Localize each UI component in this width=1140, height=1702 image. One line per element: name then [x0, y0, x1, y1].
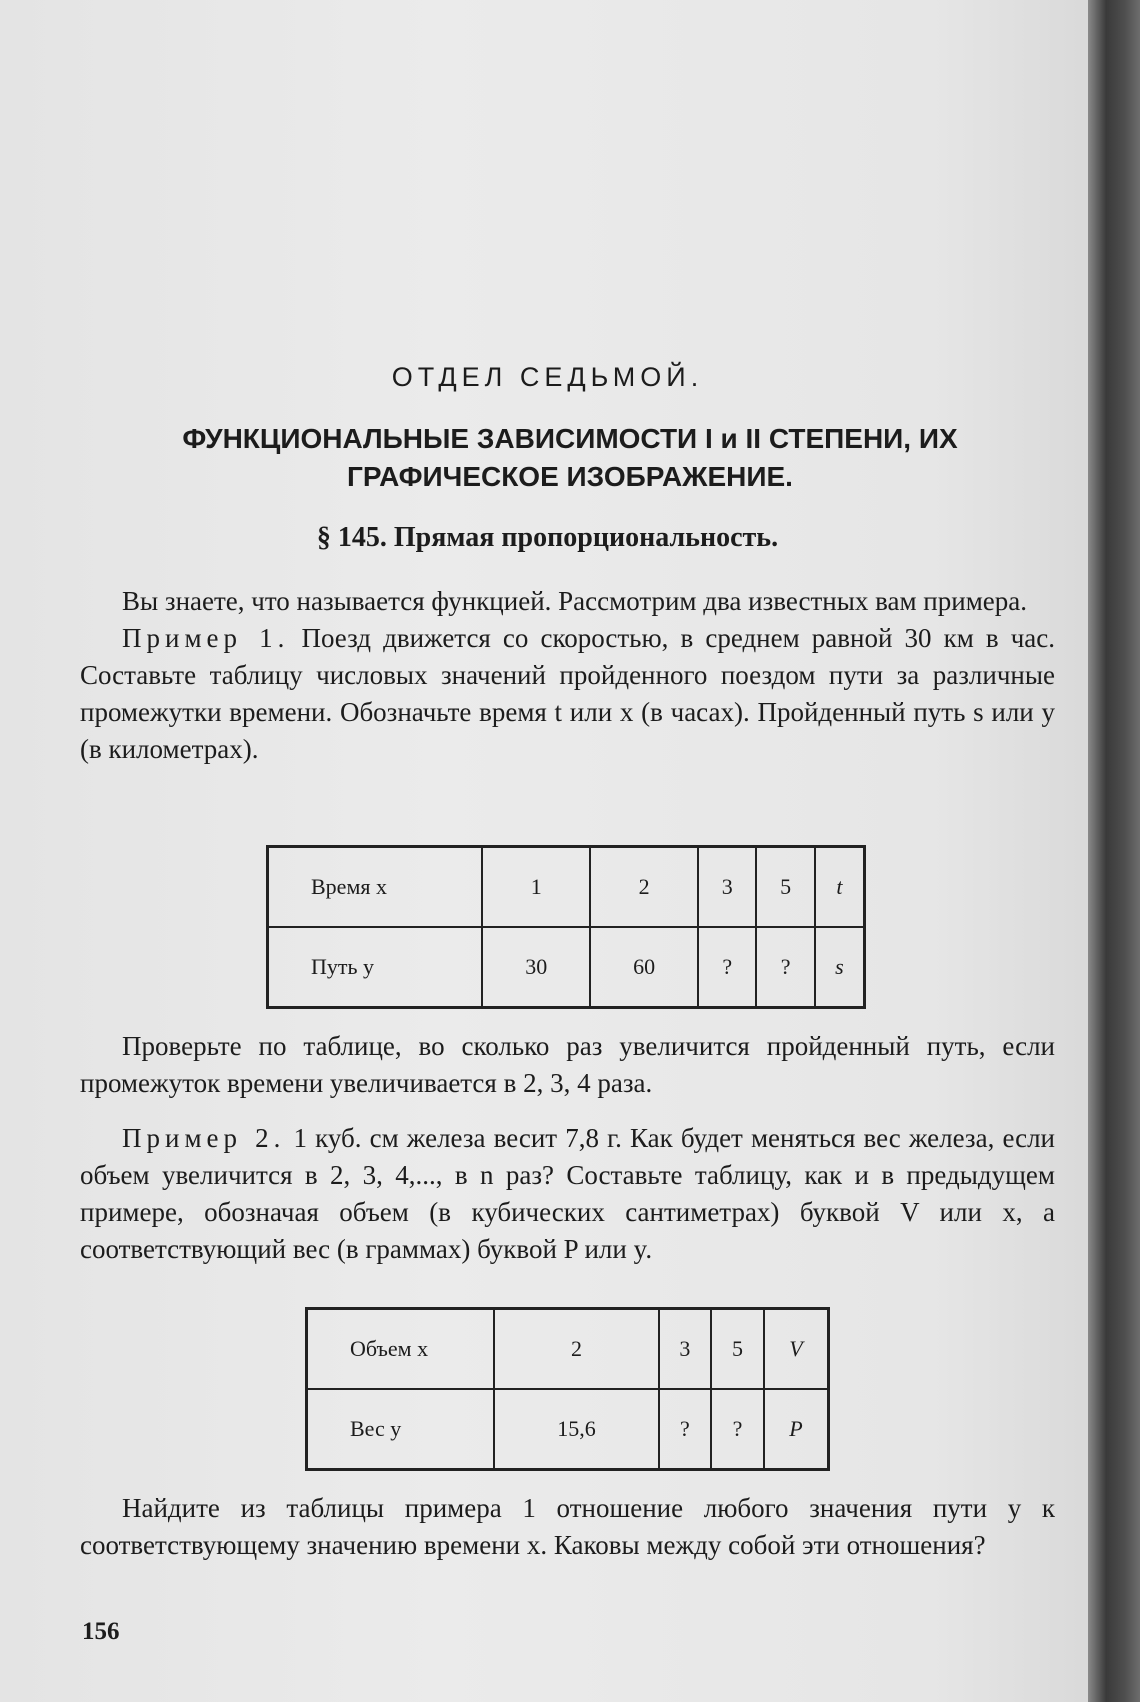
table-cell: ?	[698, 927, 756, 1008]
book-spine-shadow	[1088, 0, 1140, 1702]
table-cell: ?	[659, 1389, 712, 1470]
table-cell: 3	[659, 1309, 712, 1390]
final-paragraph: Найдите из таблицы примера 1 отношение любого значения пути y к соответствующему значению времени x. Каковы между собой эти отношения?	[80, 1493, 1055, 1560]
paragraph-title: § 145. Прямая пропорциональность.	[316, 522, 779, 553]
section-label: ОТДЕЛ СЕДЬМОЙ.	[391, 362, 704, 392]
table-cell: V	[764, 1309, 829, 1390]
table-cell: 30	[482, 927, 590, 1008]
table-cell: 60	[590, 927, 698, 1008]
table-cell: 1	[482, 847, 590, 928]
example-2-text: 1 куб. см железа весит 7,8 г. Как будет меняться вес железа, если объем увеличится в 2, 3, 4,..., в n раз? Составьте таблицу, как и в предыдущем примере, обозначая объем (в кубических сантиметрах) буквой V или x, а соответствующий вес (в граммах) буквой P или y.	[80, 1123, 1056, 1264]
intro-block	[80, 583, 1055, 768]
table-cell: Объем x	[307, 1309, 495, 1390]
table-cell: ?	[756, 927, 814, 1008]
page-number: 156	[82, 1618, 120, 1645]
table-cell: 3	[698, 847, 756, 928]
example-2-label: Пример 2.	[122, 1123, 286, 1153]
table-cell: Время x	[268, 847, 483, 928]
chapter-title-line-2: ГРАФИЧЕСКОЕ ИЗОБРАЖЕНИЕ.	[347, 461, 793, 492]
example-1-label: Пример 1.	[122, 623, 290, 653]
chapter-title-line-1: ФУНКЦИОНАЛЬНЫЕ ЗАВИСИМОСТИ I и II СТЕПЕНИ, ИХ	[182, 423, 958, 454]
table-cell: 2	[494, 1309, 658, 1390]
final-block	[80, 1490, 1055, 1564]
check-paragraph: Проверьте по таблице, во сколько раз увеличится пройденный путь, если промежуток времени увеличивается в 2, 3, 4 раза.	[80, 1031, 1055, 1098]
table-row	[268, 927, 865, 1008]
table-time-distance	[266, 845, 866, 1009]
table-cell: 15,6	[494, 1389, 658, 1470]
table-cell: 2	[590, 847, 698, 928]
chapter-title	[90, 420, 1050, 496]
table-cell: 5	[711, 1309, 764, 1390]
table-row	[307, 1309, 829, 1390]
intro-paragraph: Вы знаете, что называется функцией. Рассмотрим два известных вам примера.	[122, 586, 1028, 616]
table-row	[307, 1389, 829, 1470]
table-volume-weight	[305, 1307, 830, 1471]
example-1-paragraph	[80, 620, 1055, 768]
table-cell: P	[764, 1389, 829, 1470]
table-cell: t	[815, 847, 865, 928]
table-cell: 5	[756, 847, 814, 928]
check-block	[80, 1028, 1055, 1102]
example-1-text: Поезд движется со скоростью, в среднем равной 30 км в час. Составьте таблицу числовых значений пройденного поездом пути за различные промежутки времени. Обозначьте время t или x (в часах). Пройденный путь s или y (в километрах).	[80, 623, 1055, 764]
example-2-block	[80, 1120, 1055, 1268]
table-cell: Вес y	[307, 1389, 495, 1470]
example-2-paragraph	[80, 1120, 1055, 1268]
table-cell: Путь y	[268, 927, 483, 1008]
table-cell: s	[815, 927, 865, 1008]
table-row	[268, 847, 865, 928]
table-cell: ?	[711, 1389, 764, 1470]
